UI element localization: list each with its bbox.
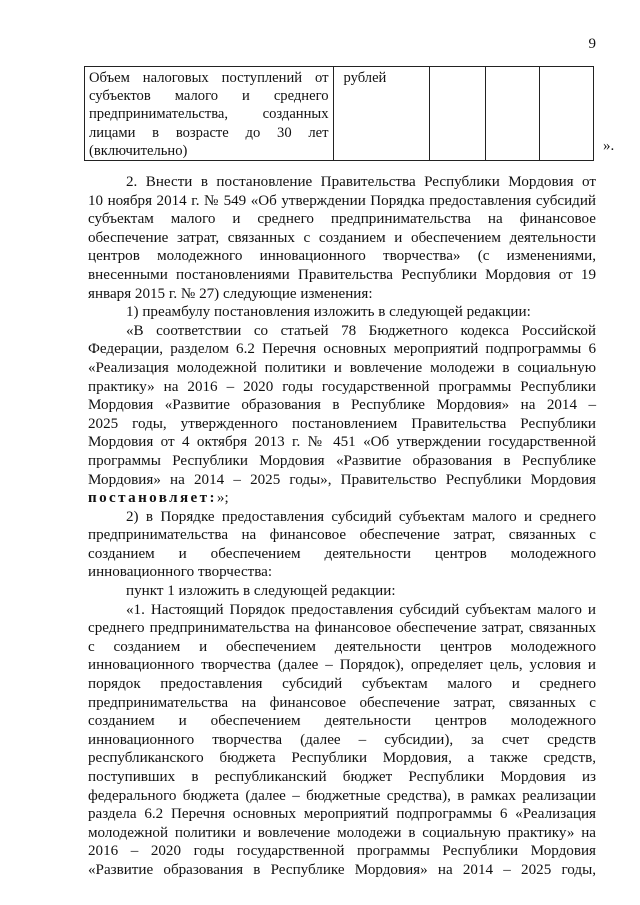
- text-line: программы Республики Мордовия «Развитие образования в Республике: [88, 452, 596, 469]
- indicator-table: [84, 66, 594, 161]
- text-line: Мордовия от 4 октября 2013 г. № 451 «Об утверждении государственной: [88, 434, 596, 451]
- table-row: [85, 67, 594, 161]
- text-line: «Реализация молодежной политики и вовлечение молодежи в социальную: [88, 359, 596, 376]
- text-line: республиканского бюджета Республики Мордовия, а также средств,: [88, 750, 596, 767]
- text-line: 2) в Порядке предоставления субсидий субъектам малого и среднего: [126, 508, 596, 525]
- text-line: центров молодежного инновационного творчества» (с изменениями,: [88, 248, 596, 265]
- value-cell: [485, 67, 539, 161]
- value-cell: [539, 67, 593, 161]
- cell-line: лицами в возрасте до 30 лет: [89, 124, 329, 141]
- text-line: обеспечение затрат, связанных с созданием и обеспечением деятельности: [88, 229, 596, 246]
- text-line: среднего предпринимательства на финансовое обеспечение затрат, связанных: [88, 620, 596, 637]
- unit-label: рублей: [343, 70, 387, 86]
- text-line: пункт 1 изложить в следующей редакции:: [126, 583, 396, 600]
- text-line: 10 ноября 2014 г. № 549 «Об утверждении Порядка предоставления субсидий: [88, 192, 596, 209]
- text-line: инновационного творчества (далее – Порядок), определяет цель, условия и: [88, 657, 596, 674]
- unit-cell: [333, 67, 429, 161]
- text-line: «1. Настоящий Порядок предоставления субсидий субъектам малого и: [126, 601, 596, 618]
- text-line: поступивших в республиканский бюджет Республики Мордовия из: [88, 769, 596, 785]
- text-line: внесенными постановлениями Правительства Республики Мордовия от 19: [88, 266, 596, 283]
- text-line: порядок предоставления субсидий субъектам малого и среднего: [88, 676, 596, 693]
- text-line: инновационного творчества:: [88, 564, 273, 581]
- decree-line: [88, 489, 596, 508]
- text-line: молодежной политики и вовлечение молодежи в социальную практику» на: [88, 824, 596, 841]
- text-line: с созданием и обеспечением деятельности центров молодежного: [88, 638, 596, 655]
- page-number: 9: [588, 36, 596, 52]
- document-body: [88, 173, 596, 880]
- text-line: «В соответствии со статьей 78 Бюджетного кодекса Российской: [126, 322, 596, 339]
- text-line: 2016 – 2020 годы государственной программы Республики Мордовия: [88, 843, 596, 860]
- text-line: Мордовия «Развитие образования в Республике Мордовия» на 2014 –: [88, 397, 596, 414]
- value-cell: [429, 67, 485, 161]
- text-line: 2025 годы, утвержденного постановлением Правительства Республики: [88, 415, 596, 432]
- text-line: инновационного творчества (далее – субсидии), за счет средств: [88, 731, 596, 748]
- text-line: Мордовия» на 2014 – 2025 годы», Правительство Республики Мордовия: [88, 471, 596, 488]
- text-line: федерального бюджета (далее – бюджетные средства), в рамках реализации: [88, 787, 596, 804]
- indicator-name-cell: [85, 67, 334, 161]
- text-line: 2. Внести в постановление Правительства Республики Мордовия от: [126, 174, 596, 190]
- text-line: практику» на 2016 – 2020 годы государственной программы Республики: [88, 378, 596, 395]
- text-line: Федерации, разделом 6.2 Перечня основных мероприятий подпрограммы 6: [88, 341, 596, 358]
- text-line: января 2015 г. № 27) следующие изменения:: [88, 285, 373, 302]
- text-line: субъектам малого и среднего предпринимательства на финансовое: [88, 211, 596, 228]
- text-line: созданием и обеспечением деятельности центров молодежного: [88, 713, 596, 730]
- closing-quote: ».: [603, 138, 615, 154]
- text-line: раздела 6.2 Перечня основных мероприятий подпрограммы 6 «Реализация: [88, 806, 596, 823]
- cell-line: субъектов малого и среднего: [89, 88, 329, 105]
- decree-suffix: »;: [216, 490, 229, 507]
- decree-word: постановляет:: [88, 490, 217, 507]
- cell-line: Объем налоговых поступлений от: [89, 70, 329, 86]
- text-line: предпринимательства на финансовое обеспечение затрат, связанных с: [88, 527, 596, 544]
- cell-line: (включительно): [89, 142, 188, 159]
- cell-line: предпринимательства, созданных: [89, 106, 329, 123]
- text-line: предпринимательства на финансовое обеспечение затрат, связанных с: [88, 694, 596, 711]
- text-line: созданием и обеспечением деятельности центров молодежного: [88, 545, 596, 562]
- text-line: «Развитие образования в Республике Мордовия» на 2014 – 2025 годы,: [88, 861, 596, 878]
- text-line: 1) преамбулу постановления изложить в следующей редакции:: [126, 304, 531, 321]
